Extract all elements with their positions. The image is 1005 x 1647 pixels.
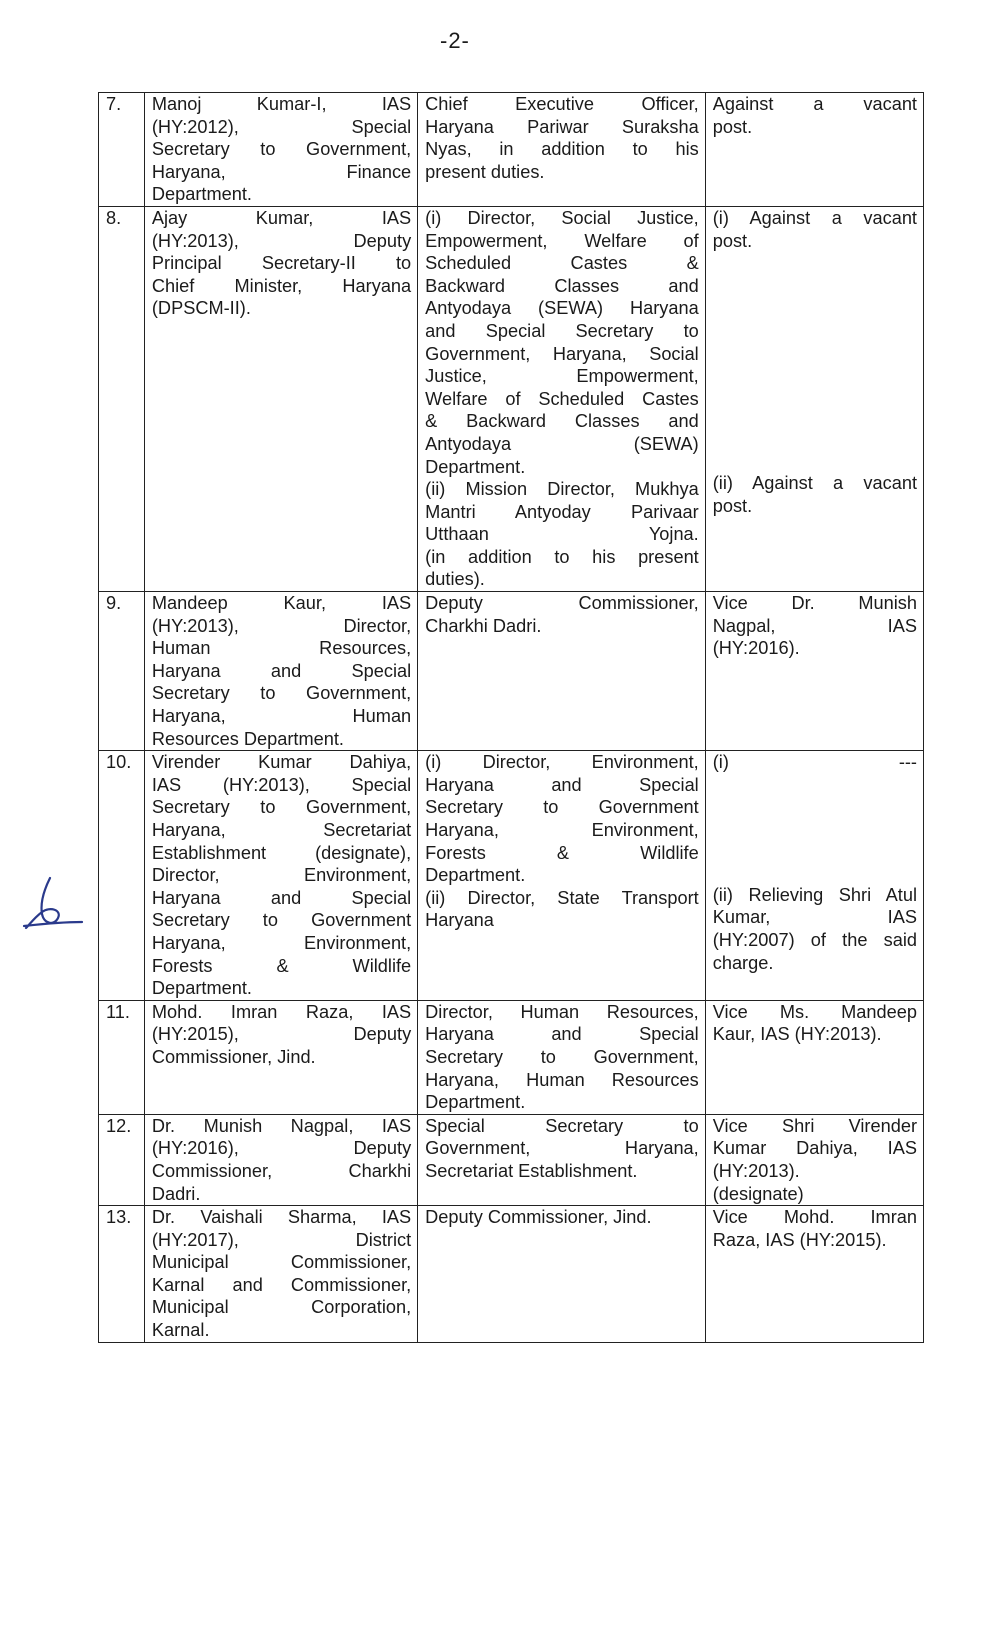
- remarks-cell: [705, 592, 923, 751]
- officer-line: (HY:2013), Director,: [151, 615, 412, 636]
- officer-cell: [144, 592, 417, 751]
- officer-line: Principal Secretary-II to: [151, 253, 412, 274]
- posting-line: Department.: [425, 1092, 526, 1113]
- posting-cell: [418, 592, 706, 751]
- posting-line: Department.: [425, 865, 526, 886]
- table-row: [99, 751, 924, 1001]
- remarks-spacer: [713, 406, 917, 428]
- officer-line: Commissioner, Jind.: [151, 1046, 316, 1067]
- posting-cell: [418, 751, 706, 1001]
- serial-number: 12.: [106, 1115, 132, 1136]
- remarks-cell: [705, 751, 923, 1001]
- officer-line: Virender Kumar Dahiya,: [151, 752, 412, 773]
- serial-number-cell: [99, 1114, 145, 1205]
- table-row: [99, 93, 924, 207]
- officer-line: Ajay Kumar, IAS: [151, 207, 412, 228]
- officer-line: Haryana, Finance: [151, 161, 412, 182]
- remarks-spacer: [713, 384, 917, 406]
- remarks-spacer: [713, 796, 917, 818]
- remarks-spacer: [713, 274, 917, 296]
- officer-line: Karnal.: [151, 1320, 210, 1341]
- serial-number: 11.: [106, 1001, 130, 1022]
- officer-cell: [144, 93, 417, 207]
- remarks-line: Nagpal, IAS: [712, 615, 917, 636]
- officer-line: Dr. Vaishali Sharma, IAS: [151, 1207, 412, 1228]
- page-number: -2-: [440, 28, 470, 53]
- table-row: [99, 592, 924, 751]
- posting-line: Antyodaya (SEWA) Haryana: [425, 298, 699, 319]
- posting-line: Scheduled Castes &: [425, 253, 699, 274]
- remarks-cell: [705, 1000, 923, 1114]
- posting-line: duties).: [425, 569, 485, 590]
- table-row: [99, 1206, 924, 1343]
- remarks-cell: [705, 1114, 923, 1205]
- posting-line: (ii) Mission Director, Mukhya: [425, 479, 699, 500]
- officer-line: Mohd. Imran Raza, IAS: [151, 1001, 412, 1022]
- remarks-line: (HY:2013).: [712, 1160, 800, 1181]
- remarks-line: Vice Ms. Mandeep: [712, 1001, 917, 1022]
- posting-line: Government, Haryana,: [425, 1138, 699, 1159]
- officer-line: (DPSCM-II).: [151, 298, 251, 319]
- officer-line: Department.: [151, 978, 252, 999]
- remarks-line: Vice Dr. Munish: [712, 593, 917, 614]
- posting-line: (ii) Director, State Transport: [425, 887, 699, 908]
- posting-line: Nyas, in addition to his: [425, 139, 699, 160]
- officer-line: Chief Minister, Haryana: [151, 275, 412, 296]
- remarks-line: post.: [712, 230, 753, 251]
- posting-cell: [418, 93, 706, 207]
- officer-line: Human Resources,: [151, 638, 412, 659]
- officer-line: Establishment (designate),: [151, 842, 412, 863]
- posting-line: Haryana and Special: [425, 1024, 699, 1045]
- officer-line: Secretary to Government,: [151, 797, 412, 818]
- officer-line: Dr. Munish Nagpal, IAS: [151, 1115, 412, 1136]
- remarks-line: (designate): [712, 1183, 804, 1204]
- officer-line: Dadri.: [151, 1183, 201, 1204]
- posting-line: Antyodaya (SEWA): [425, 433, 699, 454]
- officer-cell: [144, 1206, 417, 1343]
- posting-line: & Backward Classes and: [425, 411, 699, 432]
- table-row: [99, 1000, 924, 1114]
- posting-line: Secretary to Government: [425, 797, 699, 818]
- posting-line: Chief Executive Officer,: [425, 94, 699, 114]
- serial-number: 10.: [106, 752, 132, 773]
- remarks-line: (HY:2007) of the said: [712, 930, 917, 950]
- officer-line: Haryana and Special: [151, 887, 412, 908]
- posting-line: Director, Human Resources,: [425, 1001, 699, 1022]
- officer-line: (HY:2013), Deputy: [151, 230, 412, 251]
- remarks-spacer: [713, 428, 917, 450]
- posting-line: Secretary to Government,: [425, 1046, 699, 1067]
- remarks-line: post.: [712, 495, 753, 516]
- signature-mark: [20, 872, 84, 934]
- officer-line: IAS (HY:2013), Special: [151, 774, 412, 795]
- posting-line: Backward Classes and: [425, 275, 699, 296]
- table-row: [99, 1114, 924, 1205]
- officer-line: (HY:2016), Deputy: [151, 1138, 412, 1159]
- remarks-line: (HY:2016).: [712, 638, 800, 659]
- posting-line: Welfare of Scheduled Castes: [425, 388, 699, 409]
- remarks-line: Vice Mohd. Imran: [712, 1207, 917, 1228]
- officer-line: Resources Department.: [151, 728, 344, 749]
- officer-line: (HY:2012), Special: [151, 116, 412, 137]
- posting-line: Government, Haryana, Social: [425, 343, 699, 364]
- remarks-line: (i) Against a vacant: [712, 207, 917, 228]
- posting-line: Deputy Commissioner,: [425, 593, 699, 614]
- officer-line: Secretary to Government,: [151, 683, 412, 704]
- remarks-line: Against a vacant: [712, 94, 917, 114]
- remarks-line: Kaur, IAS (HY:2013).: [712, 1024, 882, 1045]
- posting-line: Justice, Empowerment,: [425, 366, 699, 387]
- remarks-spacer: [713, 362, 917, 384]
- remarks-line: (i) ---: [712, 752, 917, 773]
- posting-line: present duties.: [425, 161, 545, 182]
- serial-number: 7.: [106, 94, 122, 114]
- officer-line: (HY:2015), Deputy: [151, 1024, 412, 1045]
- officer-line: Municipal Commissioner,: [151, 1252, 412, 1273]
- posting-line: Utthaan Yojna.: [425, 524, 699, 545]
- serial-number-cell: [99, 1206, 145, 1343]
- serial-number: 9.: [106, 593, 122, 614]
- posting-line: (i) Director, Environment,: [425, 752, 699, 773]
- posting-line: Haryana, Human Resources: [425, 1069, 699, 1090]
- remarks-line: Raza, IAS (HY:2015).: [712, 1229, 887, 1250]
- posting-line: and Special Secretary to: [425, 320, 699, 341]
- remarks-spacer: [713, 252, 917, 274]
- remarks-line: Vice Shri Virender: [712, 1115, 917, 1136]
- remarks-line: Kumar Dahiya, IAS: [712, 1138, 917, 1159]
- officer-line: Commissioner, Charkhi: [151, 1160, 412, 1181]
- remarks-line: (ii) Against a vacant: [712, 473, 917, 494]
- posting-line: Charkhi Dadri.: [425, 615, 542, 636]
- officer-line: Secretary to Government,: [151, 139, 412, 160]
- posting-table: [98, 92, 924, 1343]
- serial-number-cell: [99, 206, 145, 591]
- officer-cell: [144, 206, 417, 591]
- officer-cell: [144, 1114, 417, 1205]
- posting-line: Haryana Pariwar Suraksha: [425, 116, 699, 137]
- remarks-spacer: [713, 450, 917, 472]
- officer-line: Haryana, Human: [151, 706, 412, 727]
- officer-line: Manoj Kumar-I, IAS: [151, 94, 412, 114]
- remarks-cell: [705, 206, 923, 591]
- officer-line: Municipal Corporation,: [151, 1297, 412, 1318]
- remarks-cell: [705, 1206, 923, 1343]
- serial-number-cell: [99, 93, 145, 207]
- officer-line: Haryana, Environment,: [151, 932, 412, 953]
- remarks-line: post.: [712, 116, 753, 137]
- posting-line: Forests & Wildlife: [425, 842, 699, 863]
- officer-line: Mandeep Kaur, IAS: [151, 593, 412, 614]
- remarks-cell: [705, 93, 923, 207]
- officer-cell: [144, 751, 417, 1001]
- remarks-spacer: [713, 318, 917, 340]
- posting-cell: [418, 1206, 706, 1343]
- remarks-line: charge.: [712, 952, 774, 973]
- officer-line: Haryana, Secretariat: [151, 820, 412, 840]
- officer-line: Haryana and Special: [151, 660, 412, 681]
- remarks-spacer: [713, 818, 917, 840]
- officer-line: Karnal and Commissioner,: [151, 1274, 412, 1295]
- officer-line: (HY:2017), District: [151, 1229, 412, 1250]
- remarks-line: (ii) Relieving Shri Atul: [712, 884, 917, 905]
- posting-line: (i) Director, Social Justice,: [425, 207, 699, 228]
- posting-line: Mantri Antyoday Parivaar: [425, 501, 699, 522]
- serial-number-cell: [99, 751, 145, 1001]
- remarks-line: Kumar, IAS: [712, 907, 917, 928]
- remarks-spacer: [713, 840, 917, 862]
- posting-line: Haryana and Special: [425, 774, 699, 795]
- posting-line: Empowerment, Welfare of: [425, 230, 699, 251]
- posting-line: Deputy Commissioner, Jind.: [425, 1207, 652, 1228]
- officer-line: Director, Environment,: [151, 865, 412, 886]
- posting-cell: [418, 206, 706, 591]
- posting-line: Secretariat Establishment.: [425, 1160, 638, 1181]
- officer-line: Department.: [151, 184, 252, 205]
- posting-line: Haryana, Environment,: [425, 820, 699, 840]
- serial-number: 8.: [106, 207, 122, 228]
- posting-line: Special Secretary to: [425, 1115, 699, 1136]
- remarks-spacer: [713, 774, 917, 796]
- table-row: [99, 206, 924, 591]
- remarks-spacer: [713, 862, 917, 884]
- posting-cell: [418, 1000, 706, 1114]
- posting-line: Haryana: [425, 910, 494, 931]
- posting-line: (in addition to his present: [425, 546, 699, 567]
- officer-line: Secretary to Government: [151, 910, 412, 931]
- officer-cell: [144, 1000, 417, 1114]
- posting-line: Department.: [425, 456, 526, 477]
- serial-number-cell: [99, 1000, 145, 1114]
- remarks-spacer: [713, 296, 917, 318]
- serial-number-cell: [99, 592, 145, 751]
- serial-number: 13.: [106, 1207, 132, 1228]
- officer-line: Forests & Wildlife: [151, 955, 412, 976]
- posting-cell: [418, 1114, 706, 1205]
- remarks-spacer: [713, 340, 917, 362]
